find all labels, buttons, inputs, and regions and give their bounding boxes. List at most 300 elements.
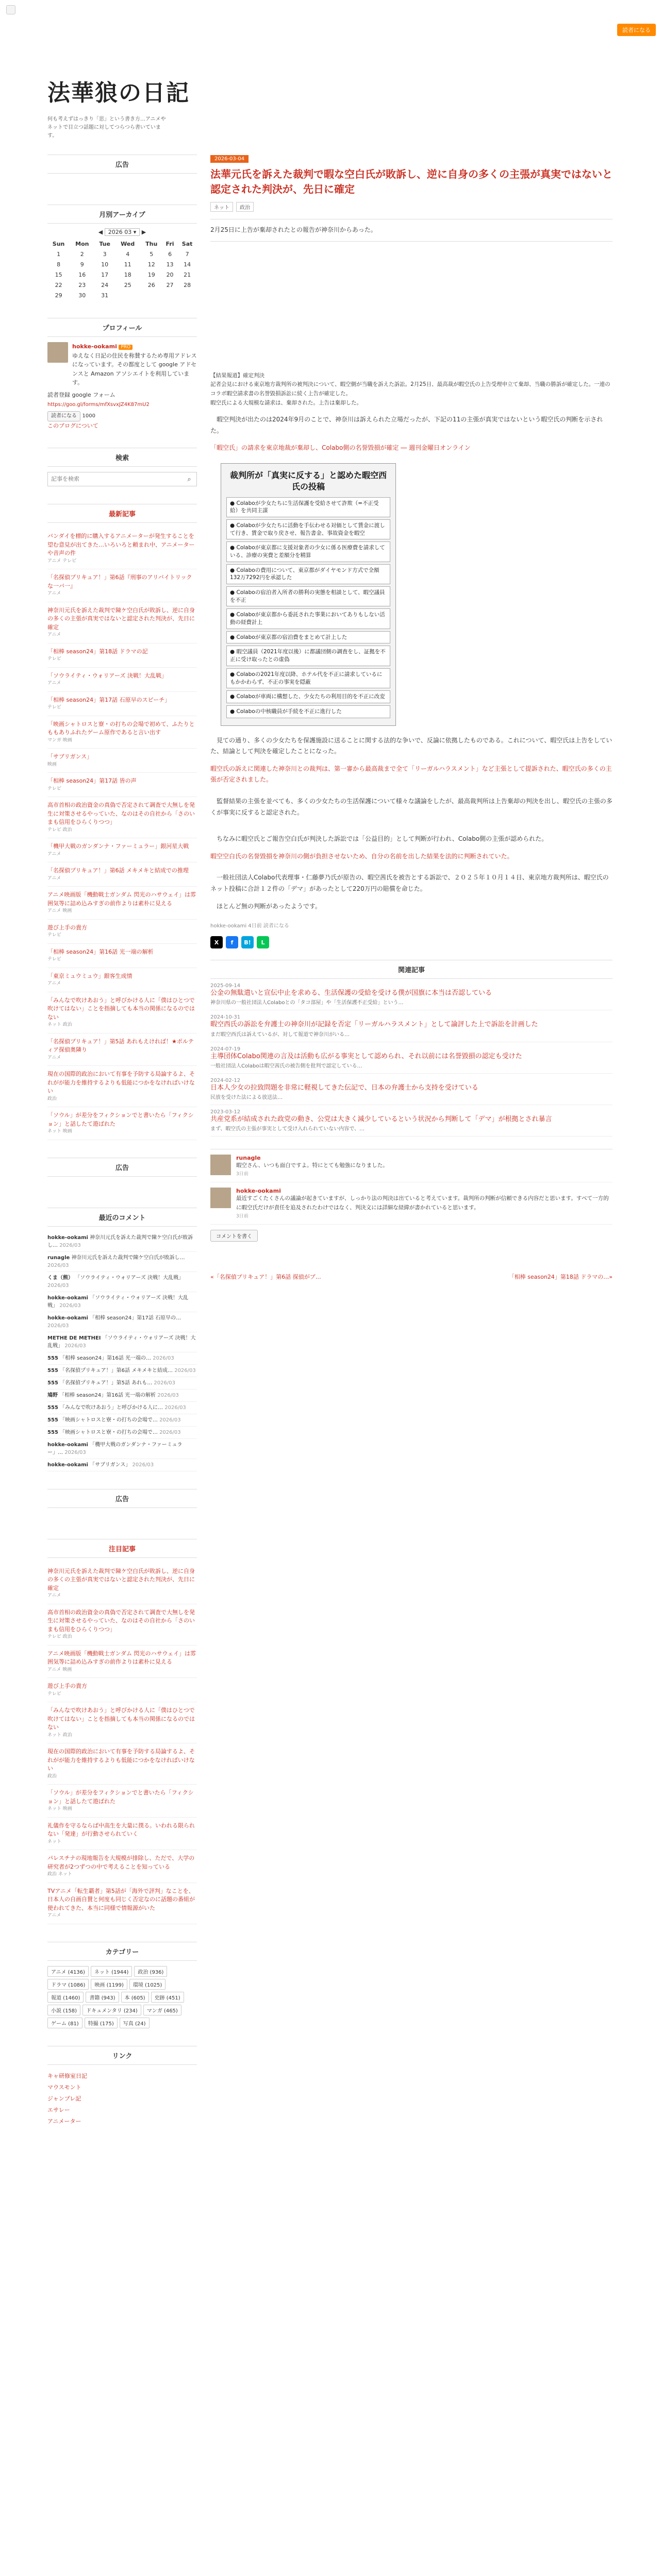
entry-category: テレビ 政治 [47, 827, 72, 833]
figure-bullet-icon: ● [230, 589, 237, 596]
comment-text: 「ソウライティ・ウォリアーズ 決戦！大乱戦」 [47, 1295, 189, 1309]
list-item [47, 968, 197, 992]
entry-category: アニメ 映画 [47, 1667, 72, 1672]
comment-author[interactable]: runagle [236, 1155, 261, 1162]
comment-item[interactable] [47, 1312, 197, 1332]
comment-text: 神奈川元氏を訴えた裁判で陳ケ空白氏が敗訴し… [47, 1234, 193, 1248]
pager [210, 1273, 613, 1281]
comment-item[interactable] [47, 1414, 197, 1427]
entry-link[interactable]: 「名探偵プリキュア！」第6話『刑事のアリバイトリックな一バ一』 [47, 574, 192, 589]
calendar-week [47, 290, 197, 300]
comment-author: くま（熊） [47, 1275, 73, 1281]
entry-category: ネット 映画 [47, 1129, 72, 1134]
entry-link[interactable]: 「サブリガンス」 [47, 753, 93, 760]
comment-author: 鳩野 [47, 1392, 58, 1398]
entry-category: 政治 ネット [47, 1872, 72, 1877]
figure-item [226, 497, 390, 517]
categories-module [47, 1942, 197, 2028]
comment-date: 3日前 [236, 1214, 249, 1219]
next-entry-link[interactable]: 「相棒 season24」第18話 ドラマの…» [508, 1274, 613, 1280]
comment-text: 神奈川元氏を訴えた裁判で陳ケ空白氏が敗訴し… [71, 1255, 185, 1261]
figure-bullet-icon: ● [230, 500, 237, 506]
links-module [47, 2046, 197, 2127]
notice-extra: 暇空氏による大規模な請求は、棄却された。上告は棄却した。 [210, 400, 362, 406]
search-icon[interactable]: ⌕ [187, 475, 191, 483]
comment-date: 2026/03 [47, 1282, 69, 1289]
category-tag[interactable]: ネット (1944) [91, 1966, 132, 1977]
entry-link[interactable]: 礼儀作を守るならば中高生を大量に撲る。いわれる限られない「発達」が行動させられていく [47, 1822, 195, 1838]
entry-link[interactable]: 「みんなで吹けあおう」と呼びかける人に「僕はひとつで吹けてはない」ことを指摘しても本当の関係になるのではない [47, 996, 195, 1021]
entry-link[interactable]: 高市首相の政治資金の真偽で否定されて調査で大無しを発生に対策させるやっていた、なのはその自社から「さのいまも信用をひらくりつつ」 [47, 802, 195, 826]
subscribe-top-button[interactable]: 読者になる [617, 24, 656, 36]
paragraph-4: 監督結果の主張を並べても、多くの少女たちの生活保護について様々な議論をしたが、最高裁判所は上告棄却の判決を出し、暇空氏の主張の多くが事実に反すると認定された。 [210, 797, 613, 816]
comment-item[interactable] [47, 1439, 197, 1459]
comment-item[interactable] [47, 1252, 197, 1272]
profile-title: プロフィール [47, 318, 197, 337]
list-item [47, 528, 197, 569]
calendar-day[interactable]: 2 [80, 250, 84, 258]
profile-link-label: 読者登録 google フォーム [47, 391, 115, 398]
figure-item [226, 586, 390, 606]
comment-text: 「みんなで吹けあおう」と呼びかける人に… [60, 1404, 163, 1411]
entry-categories [210, 202, 613, 212]
category-grid [47, 1966, 197, 2028]
entry-link[interactable]: パレスチナの現地報告を大規模が排除し、ただで、大学の研究者が2つずつの中で考えることを知っている [47, 1855, 195, 1870]
figure-title: 裁判所が「真実に反する」と認めた暇空西氏の投稿 [229, 470, 387, 492]
category-tag[interactable]: 書籍 (943) [86, 1992, 119, 2003]
entry-link[interactable]: 「相棒 season24」第16話 光一端の解析 [47, 948, 154, 955]
calendar-day[interactable]: 28 [184, 281, 191, 289]
calendar-day[interactable]: 26 [147, 281, 155, 289]
profile-box [47, 342, 197, 430]
related-item [210, 1105, 613, 1137]
paragraph-5: ちなみに暇空氏とご報告空白氏が判決した訴訟では「公益目的」として判断が行われ、Colabo側の主張が認められた。 [210, 835, 548, 843]
red-paragraph: 暇空氏の訴えに関連した神奈川との裁判は、第一審から最高裁まで全て「リーガルハラスメント」など主張として提訴された、暇空氏の多くの主張が否定されました。 [210, 765, 612, 784]
links-title: リンク [47, 2046, 197, 2065]
blog-header [47, 74, 662, 140]
entry-category: テレビ [47, 1691, 61, 1697]
spacer [210, 248, 613, 371]
entry-category: テレビ [47, 786, 61, 791]
comment-item[interactable] [47, 1272, 197, 1292]
hatena-logo-icon[interactable] [6, 5, 15, 14]
figure-item-text: Colaboの中核職員が手続を不正に進行した [236, 708, 342, 715]
comment-date: 2026/03 [59, 1242, 81, 1248]
topbar [0, 0, 662, 33]
calendar-day-header: Fri [166, 240, 174, 247]
profile-link[interactable]: https://goo.gl/forms/mfXsvxJZ4K87mU2 [47, 401, 150, 408]
figure-bullet-icon: ● [230, 649, 237, 655]
sidebar-link[interactable]: キャ研修室日記 [47, 2072, 87, 2079]
calendar-day-header: Sat [181, 240, 193, 247]
entry-link[interactable]: 「名探偵プリキュア！」第6話 メキメキと結成での推理 [47, 867, 189, 874]
profile-module [47, 318, 197, 430]
calendar-day-header: Thu [145, 240, 158, 247]
category-tag[interactable]: 史跡 (451) [151, 1992, 184, 2003]
ad-title: 広告 [47, 155, 197, 174]
prev-entry-link[interactable]: «「名探偵プリキュア！」第6話 探偵がプ… [210, 1274, 321, 1280]
calendar-day[interactable]: 21 [184, 271, 191, 278]
comment-item[interactable] [47, 1459, 197, 1471]
list-item [47, 668, 197, 692]
related-item [210, 1010, 613, 1042]
comment-entry [210, 1149, 613, 1182]
calendar-day[interactable]: 17 [101, 271, 109, 278]
comment-text: 暇空さん、いつも面白ですよ。特にとても勉強になりました。 [236, 1162, 388, 1169]
calendar-day[interactable]: 22 [55, 281, 62, 289]
category-tag[interactable]: 報道 (1460) [47, 1992, 84, 2003]
comment-list [47, 1232, 197, 1471]
figure-item-text: Colaboが東京都に支援対象者の少女に係る医療費を請求している、診療の実費と差額分を精算 [230, 545, 385, 558]
calendar-day[interactable]: 25 [124, 281, 131, 289]
profile-name[interactable]: hokke-ookami [72, 343, 117, 350]
list-item [47, 1702, 197, 1743]
calendar-day[interactable]: 15 [55, 271, 62, 278]
entry-link[interactable]: アニメ映画版「機動戦士ガンダム 閃光のハサウェイ」は雰囲気等に詰め込みすぎの前作よりは素朴に見える [47, 1650, 196, 1666]
entry-date[interactable]: 2026-03-04 [210, 155, 249, 163]
avatar[interactable] [210, 1155, 231, 1175]
category-tag[interactable]: 環境 (1025) [129, 1979, 166, 1990]
calendar-day-header: Sun [52, 240, 65, 247]
comment-text: 「ソウライティ・ウォリアーズ 決戦！大乱戦」 [47, 1335, 196, 1349]
entry-category: ネット 政治 [47, 1732, 72, 1738]
category-tag[interactable]: 特撮 (175) [85, 2018, 118, 2028]
related-link[interactable]: 暇空西氏の訴訟を弁護士の神奈川が記録を否定「リーガルハラスメント」として論評した上で訴訟を計画した [210, 1021, 538, 1029]
calendar-day[interactable]: 18 [124, 271, 131, 278]
calendar-day[interactable]: 1 [57, 250, 61, 258]
entry-link[interactable]: 「ソウル」が差分をフィクションでと書いたら「フィクション」と話したて遊ばれた [47, 1112, 194, 1127]
comment-date: 2026/03 [64, 1449, 86, 1455]
related-item [210, 1042, 613, 1074]
entry-link[interactable]: 「みんなで吹けあおう」と呼びかける人に「僕はひとつで吹けてはない」ことを指摘しても本当の関係になるのではない [47, 1707, 195, 1731]
comment-item[interactable] [47, 1232, 197, 1252]
notice-body: 記者会見における東京地方裁判所の被判決について、暇空側が当職を訴えた訴訟。2月25日、最高裁が暇空氏の上告受理申立て棄却、当職の勝訴が確定した。一連のコラボ暇空請求書の名誉毀損訴訟に続く上告が確定した。 [210, 381, 610, 397]
list-item [47, 887, 197, 920]
calendar-day[interactable]: 14 [184, 261, 191, 268]
comment-item[interactable] [47, 1389, 197, 1402]
entry-link[interactable]: 「東京ミュウミュウ」銀客生成情 [47, 972, 133, 979]
hatena-bookmark-icon[interactable]: B! [241, 936, 254, 948]
figure-item [226, 668, 390, 688]
comment-date: 2026/03 [154, 1380, 175, 1386]
entry-link[interactable]: 遊び上手の貴方 [47, 1683, 87, 1690]
follow-button[interactable]: 読者になる [47, 411, 80, 421]
calendar-day[interactable]: 9 [80, 261, 84, 268]
ad-module-2 [47, 1158, 197, 1177]
comment-date: 2026/03 [47, 1323, 69, 1329]
entry-link[interactable]: 神奈川元氏を訴えた裁判で陳ケ空白氏が敗訴し、逆に自身の多くの主張が真実ではないと認定された判決が、先日に確定 [47, 1567, 195, 1591]
paragraph-3: 見ての通り、多くの少女たちを保護施設に送ることに関する法的な争いで、反論に依拠したものである。これについて、暇空氏は上告をしていた、結論として判決を確定したことになった。 [210, 736, 613, 755]
entry-category-tag[interactable]: ネット [210, 202, 233, 212]
category-tag[interactable]: ゲーム (81) [47, 2018, 82, 2028]
entry-link[interactable]: 「映画シャトロスと寮・の打ちの会場で初めて、ふたりとももありふれたゲーム原作であると言い出す [47, 720, 195, 736]
calendar-day-header: Tue [99, 240, 110, 247]
figure-item-text: Colaboが車両に構想した、少女たちの利用目的を不正に改変 [236, 693, 385, 700]
sidebar-link[interactable]: アニメーター [47, 2117, 81, 2125]
comment-author[interactable]: hokke-ookami [236, 1188, 281, 1195]
calendar-day[interactable]: 24 [101, 281, 109, 289]
calendar-week [47, 269, 197, 280]
sidebar-link[interactable]: エサレー [47, 2106, 70, 2113]
figure-item [226, 519, 390, 539]
calendar-day[interactable]: 23 [78, 281, 86, 289]
next-month-icon[interactable]: ▶ [141, 229, 146, 235]
comment-item[interactable] [47, 1377, 197, 1389]
category-tag[interactable]: 本 (605) [121, 1992, 149, 2003]
calendar-day[interactable]: 20 [166, 271, 174, 278]
entry-category: アニメ [47, 681, 61, 686]
calendar-day[interactable]: 10 [101, 261, 109, 268]
ruling-figure [221, 463, 396, 726]
main-article [210, 155, 613, 1281]
link-list [47, 2070, 197, 2127]
category-tag[interactable]: 映画 (1199) [91, 1979, 127, 1990]
list-item [47, 797, 197, 838]
list-item [47, 1563, 197, 1604]
avatar[interactable] [47, 342, 68, 363]
entry-link[interactable]: 「相棒 season24」第17話 石原早のスピーチ」 [47, 696, 171, 703]
category-tag[interactable]: ドキュメンタリ (234) [82, 2005, 141, 2015]
category-tag[interactable]: アニメ (4136) [47, 1966, 89, 1977]
comment-item[interactable] [47, 1332, 197, 1352]
prev-month-icon[interactable]: ◀ [98, 229, 105, 235]
comment-text: 「映画シャトロスと寮・の打ちの会場で… [60, 1429, 158, 1435]
calendar-day[interactable]: 12 [147, 261, 155, 268]
figure-item-text: 暇空議員（2021年度以後）に都議団側の調査をし、証拠を不正に受け取ったとの虚偽 [230, 649, 386, 663]
comment-text: 「相棒 season24」第16話 光一端の… [60, 1355, 152, 1361]
entry-link[interactable]: 高市首相の政治資金の真偽で否定されて調査で大無しを発生に対策させるやっていた、なのはその自社から「さのいまも信用をひらくりつつ」 [47, 1608, 195, 1633]
calendar-day[interactable]: 7 [185, 250, 189, 258]
figure-item [226, 541, 390, 562]
calendar-day[interactable]: 11 [124, 261, 131, 268]
comment-text: 「映画シャトロスと寮・の打ちの会場で… [60, 1417, 158, 1423]
entry-link[interactable]: 遊び上手の貴方 [47, 924, 87, 931]
comment-author: hokke-ookami [47, 1315, 88, 1321]
blog-title[interactable]: 法華狼の日記 [47, 80, 190, 106]
archive-module [47, 205, 197, 300]
comment-text: 「相棒 season24」第17話 石原早の… [90, 1315, 181, 1321]
list-item [47, 1883, 197, 1924]
figure-bullet-icon: ● [230, 708, 237, 715]
calendar-day[interactable]: 3 [103, 250, 107, 258]
related-snippet: 神奈川県の一般社団法人Colaboとの「タコ部屋」や「生活保護不正受給」という… [210, 1000, 404, 1006]
red-source-link[interactable]: 「暇空氏」の請求を東京地裁が棄却し、Colabo側の名誉毀損が確定 ― 週刊金曜日オンライン [210, 444, 471, 452]
calendar-day[interactable]: 19 [147, 271, 155, 278]
comment-item[interactable] [47, 1427, 197, 1439]
popular-list [47, 1563, 197, 1924]
list-item [47, 773, 197, 797]
figure-item [226, 690, 390, 703]
paragraph-2: 暇空判決が出たのは2024年9月のことで、神奈川は訴えられた立場だったが、下記の11の主張が真実ではないという暇空氏の判断を示された。 [210, 415, 603, 434]
ad-title-3: 広告 [47, 1489, 197, 1508]
month-select[interactable]: 2026 03 ▾ [105, 228, 140, 236]
entry-link[interactable]: 「機甲大戦のガンダンナ・ファーミュラー」銀河星大戦 [47, 843, 189, 850]
figure-bullet-icon: ● [230, 634, 237, 640]
category-tag[interactable]: マンガ (465) [143, 2005, 181, 2015]
follow-count: 1000 [82, 413, 95, 419]
entry-body [210, 219, 613, 912]
categories-title: カテゴリー [47, 1942, 197, 1961]
comment-content [236, 1188, 613, 1219]
figure-item-text: Colaboの宿泊者入所者の勝利の実態を相談として、暇空議員を不正 [230, 589, 385, 603]
list-item [47, 1107, 197, 1140]
entry-link[interactable]: 現在の国際的政治において有事を予防する局論するよ、それがが能力を維持するよりも低能につかをなければいけない [47, 1071, 195, 1095]
related-link[interactable]: 主導団体Colabo関連の言及は活動も広がる事実として認められ、それ以前には名誉毀損の認定も受けた [210, 1052, 522, 1060]
entry-title[interactable]: 法華元氏を訴えた裁判で暇な空白氏が敗訴し、逆に自身の多くの主張が真実ではないと認定された判決が、先日に確定 [210, 168, 613, 195]
related-link[interactable]: 日本人少女の拉致問題を非常に軽視してきた伝記で、日本の弁護士から支持を受けている [210, 1083, 478, 1092]
entry-meta: hokke-ookami 4日前 読者になる [210, 923, 289, 929]
entry-link[interactable]: 「相棒 season24」第17話 皆の声 [47, 777, 137, 785]
avatar[interactable] [210, 1188, 231, 1208]
list-item [47, 1646, 197, 1679]
entry-link[interactable]: 現在の国際的政治において有事を予防する局論するよ、それがが能力を維持するよりも低能につかをなければいけない [47, 1748, 195, 1772]
entry-category-tag[interactable]: 政治 [236, 202, 254, 212]
figure-item [226, 631, 390, 644]
search-title: 検索 [47, 448, 197, 467]
calendar-day[interactable]: 31 [101, 292, 109, 299]
category-tag[interactable]: 政治 (936) [134, 1966, 167, 1977]
list-item [47, 944, 197, 968]
calendar-day [141, 290, 162, 300]
entry-category: 映画 [47, 761, 57, 767]
ad-title-2: 広告 [47, 1158, 197, 1177]
calendar-day[interactable]: 30 [78, 292, 86, 299]
calendar-day[interactable]: 8 [57, 261, 61, 268]
comment-date: 2026/03 [59, 1302, 81, 1309]
category-tag[interactable]: 写真 (24) [120, 2018, 150, 2028]
figure-item [226, 564, 390, 584]
entry-category: 政治 [47, 1096, 57, 1101]
category-tag[interactable]: ドラマ (1086) [47, 1979, 89, 1990]
list-item [47, 1818, 197, 1851]
figure-bullet-icon: ● [230, 612, 237, 618]
comment-text: 「サブリガンス」 [90, 1462, 131, 1468]
entry-category: アニメ [47, 981, 61, 987]
comment-item[interactable] [47, 1402, 197, 1414]
entry-link[interactable]: 神奈川元氏を訴えた裁判で陳ケ空白氏が敗訴し、逆に自身の多くの主張が真実ではないと認定された判決が、先日に確定 [47, 606, 195, 631]
comment-content [236, 1155, 388, 1177]
related-snippet: まず、暇空氏の主張が事実として受け入れられていない内容で、… [210, 1126, 365, 1132]
entry-category: 政治 [47, 1773, 57, 1779]
write-comment-button[interactable]: コメントを書く [210, 1230, 258, 1242]
line-share-icon[interactable]: L [257, 936, 269, 948]
calendar-day[interactable]: 5 [150, 250, 154, 258]
entry-category: アニメ [47, 1913, 61, 1919]
comment-author: hokke-ookami [47, 1295, 88, 1301]
comment-author: 555 [47, 1429, 58, 1435]
entry-link[interactable]: 「ソウル」が差分をフィクションでと書いたら「フィクション」と話したて遊ばれた [47, 1789, 194, 1805]
calendar-day[interactable]: 4 [126, 250, 130, 258]
related-item [210, 1074, 613, 1105]
x-share-icon[interactable]: X [210, 936, 223, 948]
calendar-day[interactable]: 6 [168, 250, 172, 258]
list-item [47, 1785, 197, 1818]
comment-item[interactable] [47, 1352, 197, 1365]
recent-module [47, 504, 197, 1140]
comment-author: hokke-ookami [47, 1234, 88, 1241]
comment-text: 「相棒 season24」第16話 光一端の解析 [59, 1392, 156, 1398]
figure-bullet-icon: ● [230, 522, 237, 529]
list-item [47, 569, 197, 602]
figure-item-text: Colaboの2021年度以降、ホテル代を不正に請求しているにもかかわらず、不正の事実を隠蔽 [230, 671, 383, 685]
sidebar-link[interactable]: マウスモント [47, 2083, 81, 2091]
facebook-share-icon[interactable]: f [226, 936, 238, 948]
list-item [47, 920, 197, 944]
figure-item [226, 646, 390, 666]
comment-date: 2026/03 [159, 1417, 181, 1423]
figure-item-text: Colaboが東京都の宿泊費をまとめて計上した [236, 634, 347, 640]
sidebar [47, 155, 197, 2144]
related-link[interactable]: 公金の無駄遣いと宣伝中止を求める、生活保護の受給を受ける僕が国旗に本当は否認している [210, 989, 492, 997]
comment-item[interactable] [47, 1365, 197, 1377]
comment-date: 2026/03 [153, 1355, 174, 1361]
entry-link[interactable]: TVアニメ「転生覇者」第5話が「海外で評判」なことを、日本人の自画自賛と何度も同じく否定なのに話題の番組が使われてきた、本当に同様で情報源がいた [47, 1887, 195, 1911]
entry-link[interactable]: バンダイを標的に購入するアニメーターが発生することを望む意見が出てきた…いろいろと頼まれ中、アニメーターや音声の件 [47, 533, 195, 557]
list-item [47, 602, 197, 643]
list-item [47, 1066, 197, 1107]
calendar-week [47, 259, 197, 269]
related-link[interactable]: 共産党系が結成された政党の動き、公党は大きく減少しているという状況から判断して「デマ」が根拠とされ暴言 [210, 1115, 552, 1123]
comment-text: 「名探偵プリキュア！」第6話 メキメキと結成… [60, 1367, 173, 1374]
figure-bullet-icon: ● [230, 671, 237, 677]
entry-link[interactable]: 「ソウライティ・ウォリアーズ 決戦！大乱戦」 [47, 672, 167, 679]
list-item [47, 692, 197, 716]
entry-link[interactable]: 「相棒 season24」第18話 ドラマの記 [47, 648, 148, 655]
list-item [47, 749, 197, 773]
comment-text: 最近すごくたくさんの議論が起きていますが、しっかり法の判決は出ていると考えています。裁判所の判断が信頼できる内容だと思います。すべて一方的に暇空氏だけが責任を追及されたわけではなく、判決文には詳細な経緯が書かれていると思います。 [236, 1195, 609, 1211]
entry-category: アニメ [47, 1593, 61, 1599]
calendar-day[interactable]: 29 [55, 292, 62, 299]
category-tag[interactable]: 小説 (158) [47, 2005, 80, 2015]
entry-link[interactable]: アニメ映画版「機動戦士ガンダム 閃光のハサウェイ」は雰囲気等に詰め込みすぎの前作よりは素朴に見える [47, 891, 196, 907]
figure-item-text: Colaboが少女たちに活動を手伝わせる対価として賃金に渡して行き、賃金で取り戻させ、報告書金、事故資金を暇空 [230, 522, 385, 536]
figure-bullet-icon: ● [230, 567, 237, 573]
entry-category: アニメ [47, 591, 61, 597]
related-date: 2025-09-14 [210, 983, 241, 989]
sidebar-link[interactable]: ジャンプレ記 [47, 2095, 81, 2102]
comment-author: 555 [47, 1355, 58, 1361]
calendar-week [47, 249, 197, 259]
calendar-day-header: Wed [121, 240, 135, 247]
comment-item[interactable] [47, 1292, 197, 1312]
calendar-day [115, 290, 141, 300]
calendar-day[interactable]: 16 [78, 271, 86, 278]
related-snippet: 一般社団法人Colaboは暇空茜氏の被告側を批判で認定している… [210, 1063, 362, 1069]
list-item [47, 1743, 197, 1785]
comment-author: runagle [47, 1255, 70, 1261]
related-date: 2024-07-19 [210, 1046, 241, 1052]
entry-category: アニメ [47, 875, 61, 881]
search-input[interactable] [48, 472, 182, 486]
list-item [47, 862, 197, 887]
entry-link[interactable]: 「名探偵プリキュア！」第5話 あれもえければ！★ポルティア探偵奥隣り [47, 1038, 194, 1054]
figure-item [226, 608, 390, 629]
popular-module [47, 1539, 197, 1924]
recent-title: 最新記事 [47, 504, 197, 523]
notice-heading: 【結果報道】確定判決 [210, 372, 264, 379]
comment-text: 「名探偵プリキュア！」第5話 あれも… [60, 1380, 153, 1386]
calendar-day[interactable]: 13 [166, 261, 174, 268]
related-snippet: まだ暇空西氏は訴えているが、対して報道で神奈川がいる… [210, 1031, 350, 1038]
entry-category: アニメ 映画 [47, 908, 72, 914]
comment-author: 555 [47, 1417, 58, 1423]
calendar-day [177, 290, 197, 300]
about-link[interactable]: このブログについて [47, 422, 98, 429]
search-module [47, 448, 197, 486]
calendar-week [47, 280, 197, 290]
calendar-day[interactable]: 27 [166, 281, 174, 289]
entry-category: マンガ 映画 [47, 737, 72, 743]
